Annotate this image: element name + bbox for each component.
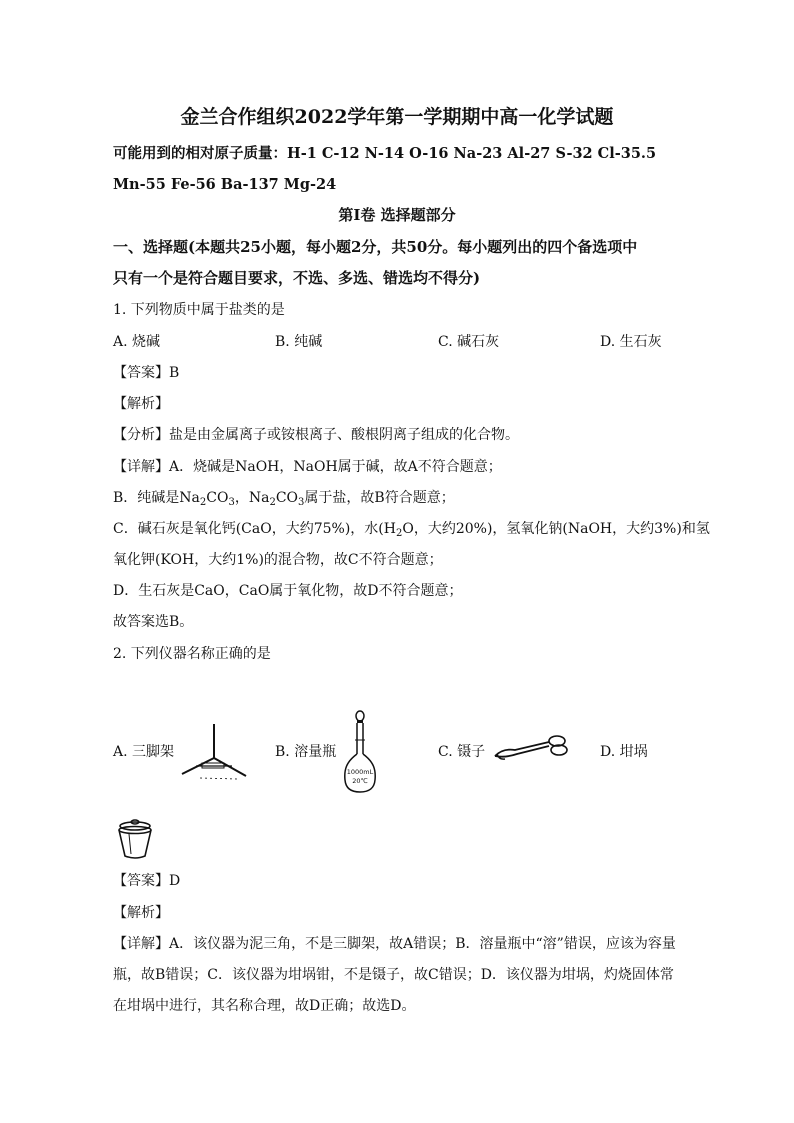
q1-detail-d: D．生石灰是CaO，CaO属于氧化物，故D不符合题意；: [113, 583, 463, 599]
q1-detail-a: 【详解】A．烧碱是NaOH，NaOH属于碱，故A不符合题意；: [113, 459, 502, 475]
q2-detail-line-3: 在坩埚中进行，其名称合理，故D正确；故选D。: [113, 998, 416, 1014]
q1-detail-c-line-1: C．碱石灰是氧化钙(CaO，大约75%)，水($H_2O$，大约20%)，氢氧化钠(NaOH，大约3%)和氢: [113, 521, 710, 539]
part-heading-line-1: 一、选择题(本题共25小题，每小题2分，共50分。每小题列出的四个备选项中: [113, 238, 638, 256]
volumetric-flask-icon: [342, 710, 378, 794]
q1-stem: 1. 下列物质中属于盐类的是: [113, 302, 285, 318]
q2-detail-line-1: 【详解】A．该仪器为泥三角，不是三脚架，故A错误；B．溶量瓶中“溶”错误，应该为容量: [113, 936, 676, 952]
q1-option-d: D. 生石灰: [600, 334, 662, 350]
q1-analysis-label: 【解析】: [113, 396, 169, 412]
atomic-mass-line-1: 可能用到的相对原子质量：H-1 C-12 N-14 O-16 Na-23 Al-27 S-32 Cl-35.5: [113, 145, 657, 162]
q2-detail-line-2: 瓶，故B错误；C．该仪器为坩埚钳，不是镊子，故C错误；D．该仪器为坩埚，灼烧固体常: [113, 967, 674, 983]
flask-label-temp: 20℃: [352, 777, 368, 785]
q2-stem: 2. 下列仪器名称正确的是: [113, 646, 271, 662]
q2-analysis-label: 【解析】: [113, 905, 169, 921]
section-title: 第Ⅰ卷 选择题部分: [338, 206, 456, 224]
flask-label-volume: 1000mL: [346, 768, 374, 776]
q2-option-b: B. 溶量瓶: [275, 744, 337, 760]
clay-triangle-icon: [178, 722, 250, 784]
crucible-icon: [116, 818, 154, 860]
q1-conclusion: 故答案选B。: [113, 614, 194, 630]
q1-option-b: B. 纯碱: [275, 334, 323, 350]
crucible-tongs-icon: [493, 734, 575, 764]
q1-detail-c-line-2: 氧化钾(KOH，大约1%)的混合物，故C不符合题意；: [113, 552, 443, 568]
q2-option-a: A. 三脚架: [113, 744, 175, 760]
part-heading-line-2: 只有一个是符合题目要求，不选、多选、错选均不得分): [113, 269, 481, 287]
q2-option-c: C. 镊子: [438, 744, 486, 760]
q1-detail-b: B．纯碱是$Na_2CO_3$，$Na_2CO_3$属于盐，故B符合题意；: [113, 490, 455, 508]
q2-option-d: D. 坩埚: [600, 744, 648, 760]
atomic-mass-line-2: Mn-55 Fe-56 Ba-137 Mg-24: [113, 176, 337, 193]
q1-option-a: A. 烧碱: [113, 334, 161, 350]
exam-title: 金兰合作组织2022学年第一学期期中高一化学试题: [180, 106, 614, 128]
q2-answer: 【答案】D: [113, 873, 181, 889]
q1-fenxi: 【分析】盐是由金属离子或铵根离子、酸根阴离子组成的化合物。: [113, 427, 519, 443]
q1-answer: 【答案】B: [113, 365, 180, 381]
q1-option-c: C. 碱石灰: [438, 334, 500, 350]
